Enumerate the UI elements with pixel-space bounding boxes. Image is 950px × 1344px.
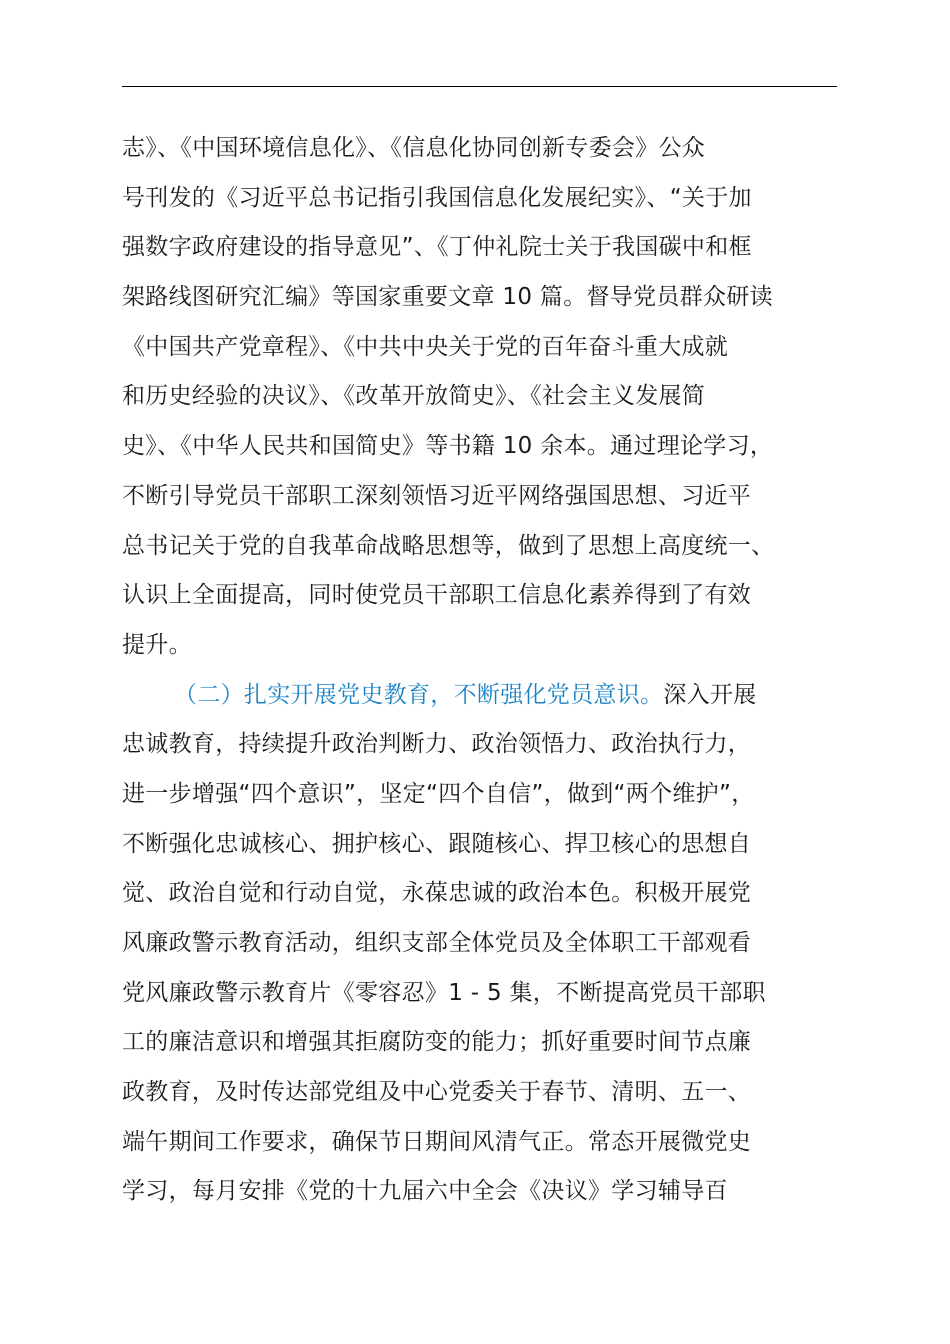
text-line: 提升。	[122, 631, 192, 658]
text-line: 志》、《中国环境信息化》、《信息化协同创新专委会》公众	[122, 135, 706, 161]
text-line: 学习，每月安排《党的十九届六中全会《决议》学习辅导百	[122, 1178, 728, 1205]
text-line: 史》、《中华人民共和国简史》等书籍 10 余本。通过理论学习，	[122, 433, 774, 460]
text-line: 号刊发的《习近平总书记指引我国信息化发展纪实》、“关于加	[122, 184, 752, 211]
text-line: 不断强化忠诚核心、拥护核心、跟随核心、捍卫核心的思想自	[122, 830, 752, 857]
text-line: 政教育，及时传达部党组及中心党委关于春节、清明、五一、	[122, 1079, 752, 1106]
text-line: 《中国共产党章程》、《中共中央关于党的百年奋斗重大成就	[122, 333, 729, 360]
text-line: 强数字政府建设的指导意见”、《丁仲礼院士关于我国碳中和框	[122, 234, 752, 261]
section-heading-line	[122, 671, 837, 721]
text-line: 认识上全面提高，同时使党员干部职工信息化素养得到了有效	[122, 582, 752, 609]
text-line: 架路线图研究汇编》等国家重要文章 10 篇。督导党员群众研读	[122, 284, 773, 311]
paragraph-theory-study	[122, 124, 837, 671]
text-line: 风廉政警示教育活动，组织支部全体党员及全体职工干部观看	[122, 930, 752, 956]
text-line: 总书记关于党的自我革命战略思想等，做到了思想上高度统一、	[122, 532, 775, 559]
document-body	[122, 124, 837, 1217]
header-rule	[122, 86, 837, 87]
section-heading: （二）扎实开展党史教育，不断强化党员意识。	[174, 681, 664, 708]
text-line: 党风廉政警示教育片《零容忍》1 - 5 集，不断提高党员干部职	[122, 979, 766, 1006]
text-line: 忠诚教育，持续提升政治判断力、政治领悟力、政治执行力，	[122, 731, 752, 758]
paragraph-party-history-education	[122, 671, 837, 1218]
text-line: 和历史经验的决议》、《改革开放简史》、《社会主义发展简	[122, 383, 706, 410]
text-line: 觉、政治自觉和行动自觉，永葆忠诚的政治本色。积极开展党	[122, 880, 752, 907]
text-line: 进一步增强“四个意识”，坚定“四个自信”，做到“两个维护”，	[122, 780, 755, 807]
text-line: 不断引导党员干部职工深刻领悟习近平网络强国思想、习近平	[122, 482, 752, 509]
text-line: 工的廉洁意识和增强其拒腐防变的能力；抓好重要时间节点廉	[122, 1029, 752, 1056]
text-line: 端午期间工作要求，确保节日期间风清气正。常态开展微党史	[122, 1128, 752, 1155]
heading-line-text: 深入开展	[663, 681, 757, 708]
